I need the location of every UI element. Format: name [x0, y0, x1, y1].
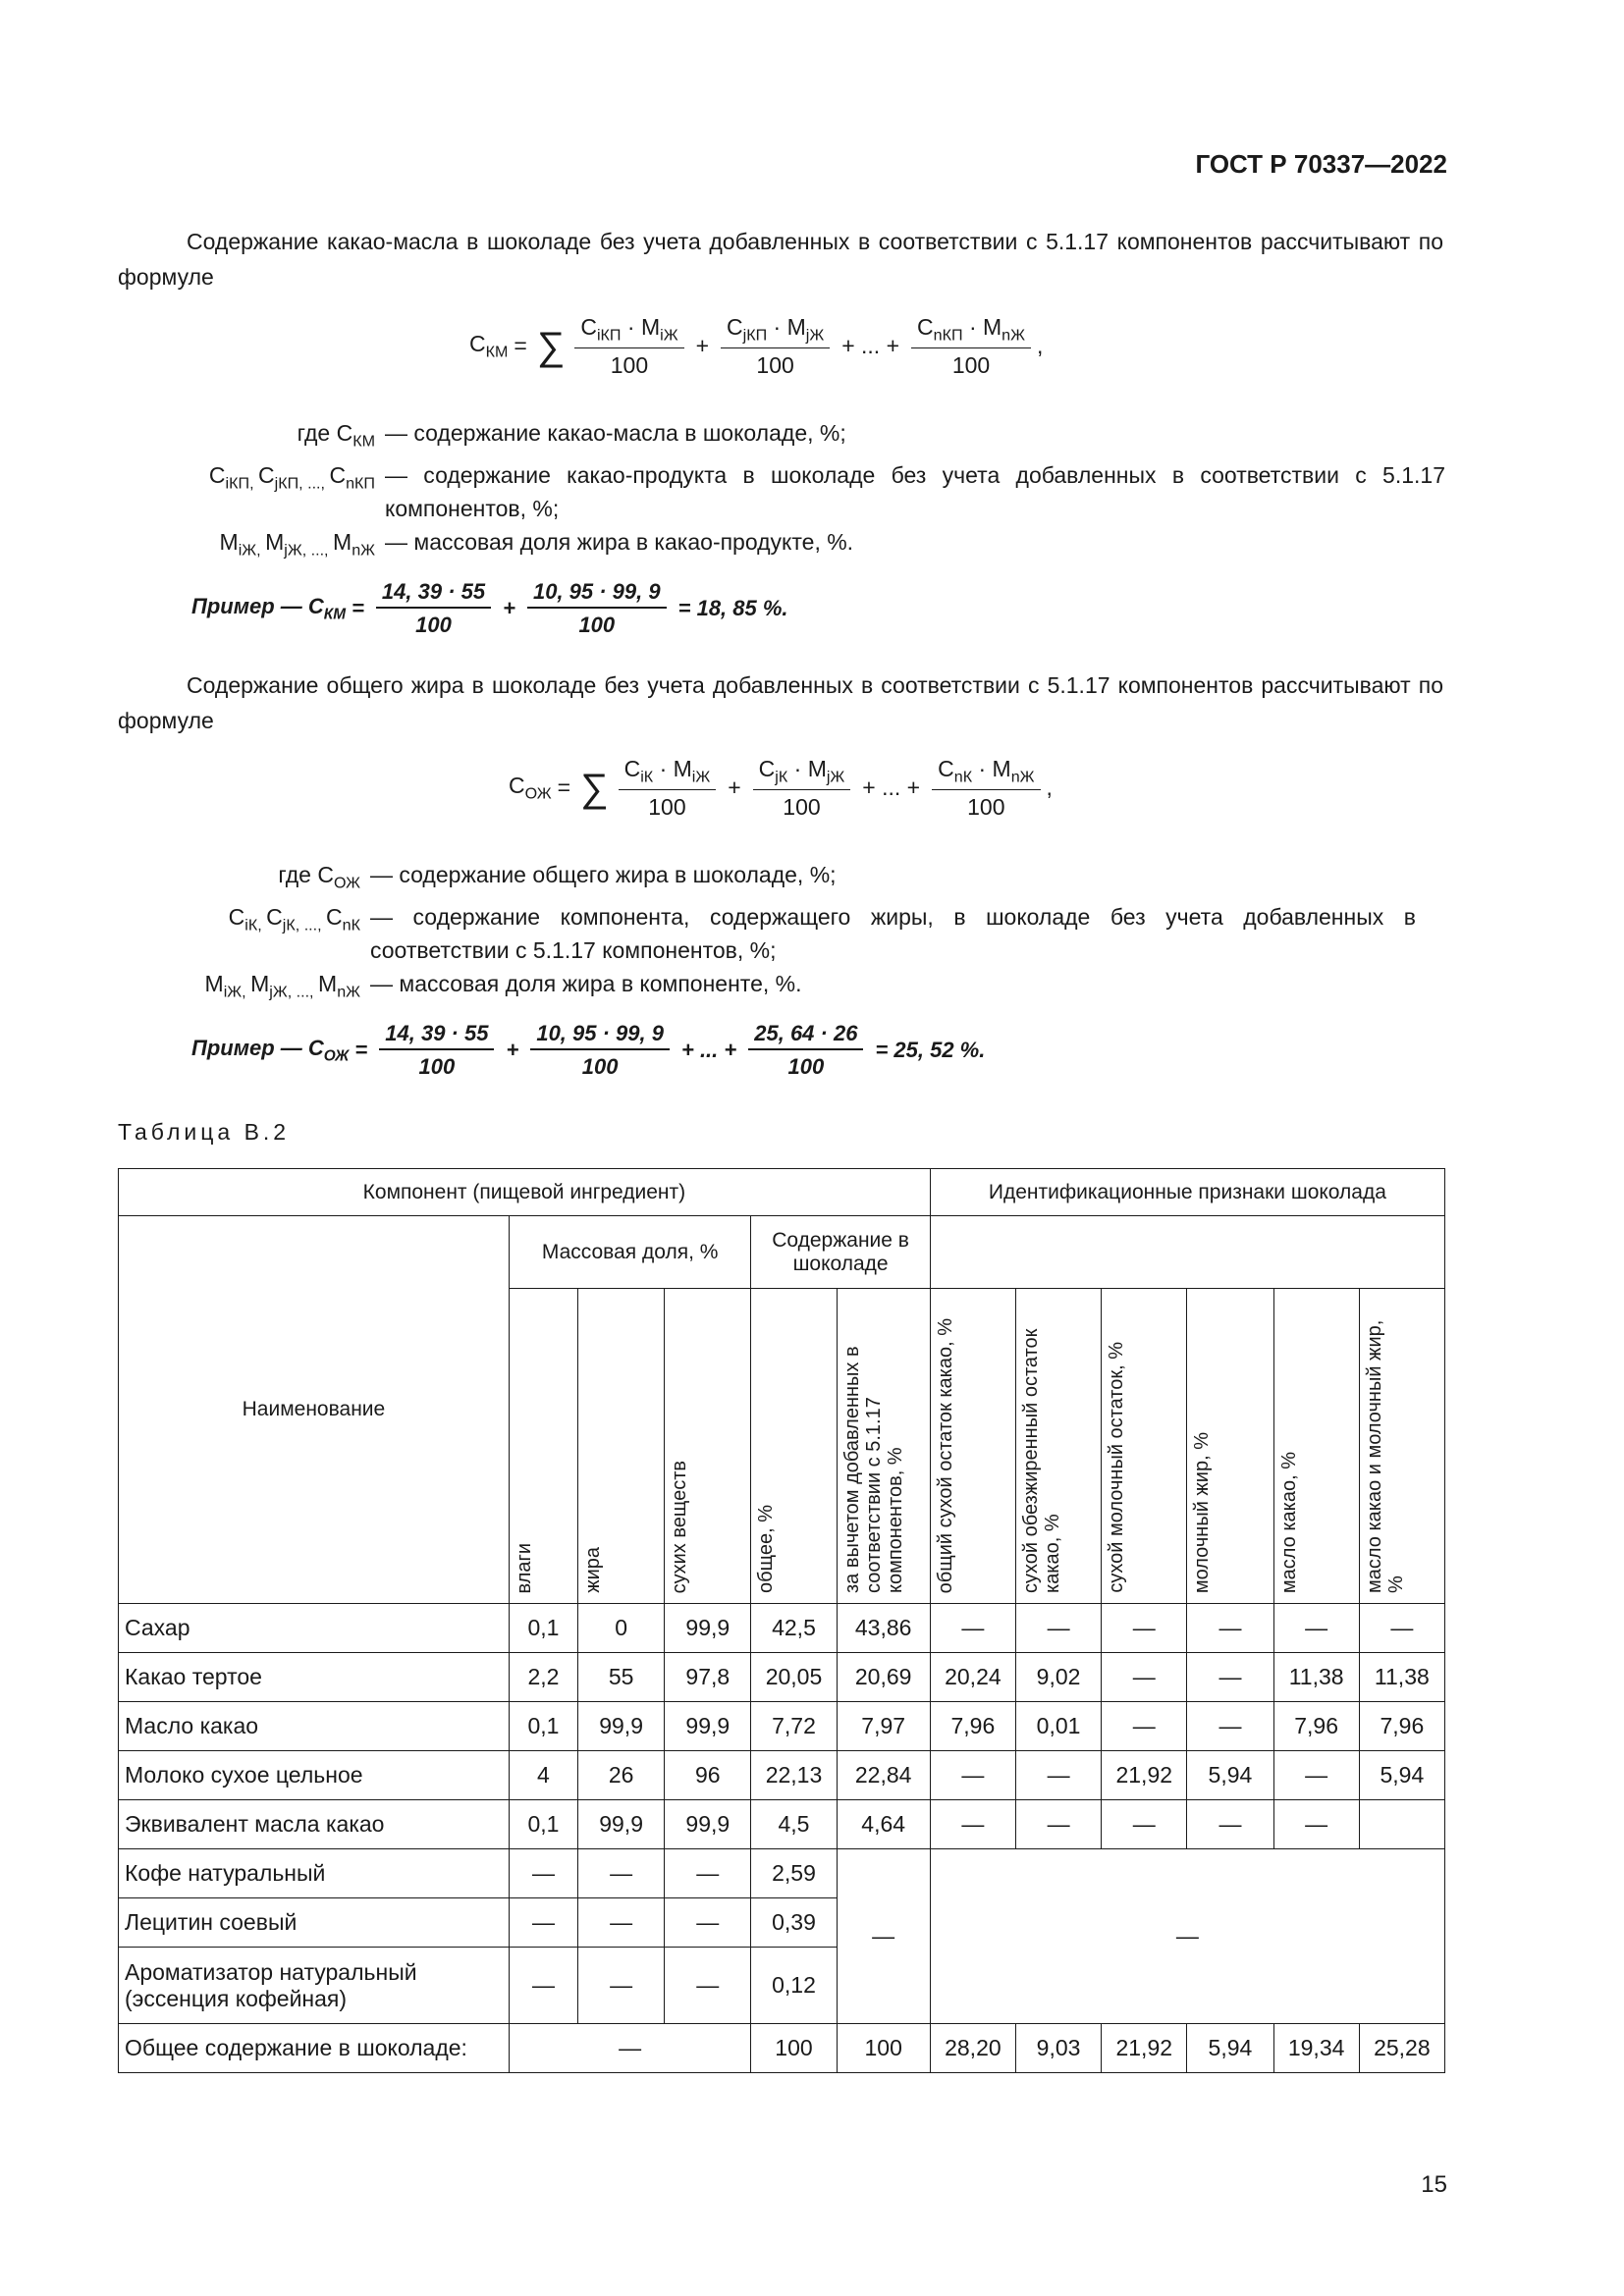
col-header: молочный жир, %: [1187, 1289, 1273, 1604]
table-row: Ароматизатор натуральный (эссенция кофейная) — — — 0,12: [119, 1948, 1445, 2024]
table-row: Молоко сухое цельное 4 26 96 22,13 22,84 — — 21,92 5,94 — 5,94: [119, 1751, 1445, 1800]
header-blank: [930, 1216, 1444, 1289]
header-content: Содержание в шоколаде: [751, 1216, 930, 1289]
table-row: Какао тертое 2,2 55 97,8 20,05 20,69 20,24 9,02 — — 11,38 11,38: [119, 1653, 1445, 1702]
header-name: Наименование: [119, 1216, 510, 1604]
col-header: общее, %: [751, 1289, 837, 1604]
paragraph-total-fat: Содержание общего жира в шоколаде без учета добавленных в соответствии с 5.1.17 компонентов рассчитывают по формуле: [118, 672, 1443, 733]
table-total-row: Общее содержание в шоколаде: — 100 100 28,20 9,03 21,92 5,94 19,34 25,28: [119, 2024, 1445, 2073]
table-row: Масло какао 0,1 99,9 99,9 7,72 7,97 7,96 0,01 — — 7,96 7,96: [119, 1702, 1445, 1751]
legend-formula-2: где $С_{ОЖ}$ — содержание общего жира в шоколаде, %; $С_{iК,}$ $С_{jК, ...,}$ $С_{nК}$ — содержание компонента, содержащего жиры, в шоколаде без учета добавленных в соответствии с 5.1.17 компонентов, %; $M_{iЖ,}$ $M_{jЖ, ...,}$ $M_{nЖ}$ — массовая доля жира в компоненте, %.: [204, 862, 1416, 1001]
data-table: [118, 1168, 1445, 2073]
col-header: за вычетом добавленных в соответствии с 5.1.17 компонентов, %: [837, 1289, 930, 1604]
table-caption: Таблица В.2: [118, 1119, 291, 1145]
formula-cocoa-butter: $С_{КМ}$ = ∑ $\frac{C_{iКП} \cdot M_{iЖ}}{100}$ + $\frac{C_{jКП} \cdot M_{jЖ}}{100}$ + ... + $\frac{C_{nКП} \cdot M_{nЖ}}{100}$ ,: [469, 314, 1044, 378]
document-header: ГОСТ Р 70337—2022: [1195, 149, 1447, 179]
table-row: Эквивалент масла какао 0,1 99,9 99,9 4,5 4,64 — — — — —: [119, 1800, 1445, 1849]
paragraph-cocoa-butter: Содержание какао-масла в шоколаде без учета добавленных в соответствии с 5.1.17 компонентов рассчитывают по формуле: [118, 229, 1443, 290]
merged-dash-cell: —: [930, 1849, 1444, 2024]
col-header: масло какао и молочный жир, %: [1359, 1289, 1444, 1604]
col-header: масло какао, %: [1273, 1289, 1359, 1604]
table-row: Сахар 0,1 0 99,9 42,5 43,86 — — — — — —: [119, 1604, 1445, 1653]
col-header: жира: [578, 1289, 665, 1604]
legend-formula-1: где $С_{КМ}$ — содержание какао-масла в шоколаде, %; $С_{iКП,}$ $С_{jКП, ...,}$ $С_{nКП}$ — содержание какао-продукта в шоколаде без учета добавленных в соответствии с 5.1.17 компонентов, %; $M_{iЖ,}$ $M_{jЖ, ...,}$ $M_{nЖ}$ — массовая доля жира в какао-продукте, %.: [208, 420, 1445, 560]
col-header: общий сухой остаток какао, %: [930, 1289, 1015, 1604]
page-number: 15: [1421, 2171, 1447, 2198]
table-row: Лецитин соевый — — — 0,39: [119, 1898, 1445, 1948]
col-header: сухой молочный остаток, %: [1102, 1289, 1187, 1604]
col-header: сухих веществ: [665, 1289, 751, 1604]
formula-total-fat: $С_{ОЖ}$ = ∑ $\frac{C_{iК} \cdot M_{iЖ}}{100}$ + $\frac{C_{jК} \cdot M_{jЖ}}{100}$ + ... + $\frac{C_{nК} \cdot M_{nЖ}}{100}$ ,: [509, 756, 1053, 820]
header-identification: Идентификационные признаки шоколада: [930, 1169, 1444, 1216]
header-mass-fraction: Массовая доля, %: [509, 1216, 751, 1289]
example-cocoa-butter: Пример — $С_{КМ}$ = $\frac{14, 39 \cdot 55}{100}$ + $\frac{10, 95 \cdot 99, 9}{100}$ = 18, 85 %.: [191, 579, 788, 637]
col-header: сухой обезжиренный остаток какао, %: [1015, 1289, 1101, 1604]
merged-dash-cell: —: [837, 1849, 930, 2024]
col-header: влаги: [509, 1289, 577, 1604]
header-component: Компонент (пищевой ингредиент): [119, 1169, 931, 1216]
table-row: Кофе натуральный — — — 2,59 — —: [119, 1849, 1445, 1898]
example-total-fat: Пример — $С_{ОЖ}$ = $\frac{14, 39 \cdot 55}{100}$ + $\frac{10, 95 \cdot 99, 9}{100}$ + ... + $\frac{25, 64 \cdot 26}{100}$ = 25, 52 %.: [191, 1021, 986, 1079]
